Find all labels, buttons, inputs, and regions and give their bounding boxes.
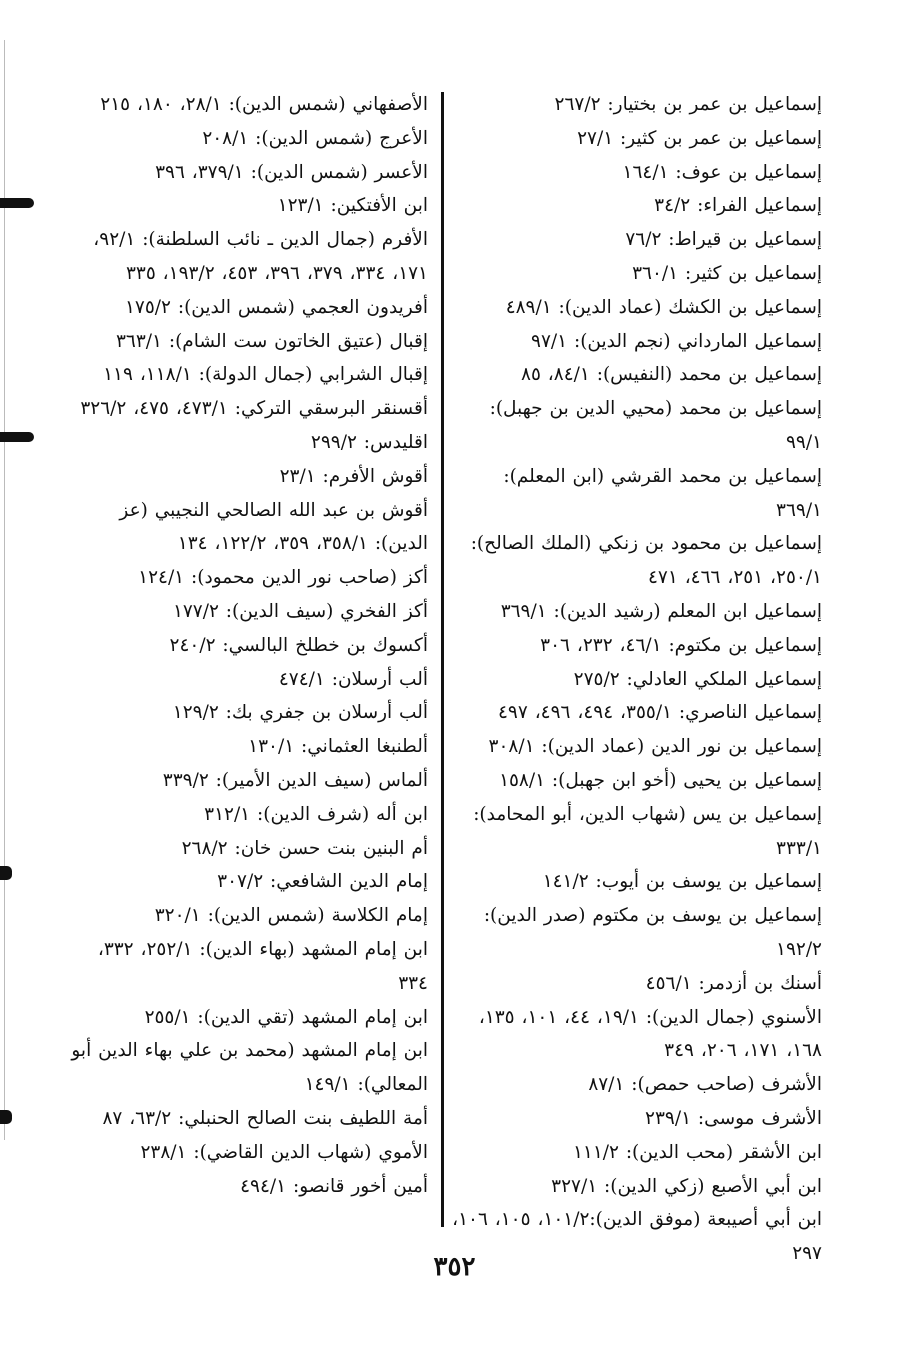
index-entry: الأموي (شهاب الدين القاضي): ٢٣٨/١	[140, 1141, 428, 1163]
index-entry: أكز الفخري (سيف الدين): ١٧٧/٢	[172, 600, 428, 622]
index-entry: ابن إمام المشهد (محمد بن علي بهاء الدين أبو المعالي): ١٤٩/١	[71, 1040, 428, 1096]
index-entry: إسماعيل الملكي العادلي: ٢٧٥/٢	[573, 668, 822, 690]
index-entry: الأسنوي (جمال الدين): ١٩/١، ٤٤، ١٠١، ١٣٥، ١٦٨، ١٧١، ٢٠٦، ٣٤٩	[478, 1006, 822, 1062]
index-entry: اقليدس: ٢٩٩/٢	[310, 431, 428, 453]
index-entry: الأعسر (شمس الدين): ٣٧٩/١، ٣٩٦	[155, 161, 428, 183]
index-entry: إقبال الشرابي (جمال الدولة): ١١٨/١، ١١٩	[103, 364, 428, 386]
index-entry: إسماعيل ابن المعلم (رشيد الدين): ٣٦٩/١	[500, 600, 822, 622]
index-entry: ابن أله (شرف الدين): ٣١٢/١	[204, 803, 428, 825]
index-entry: إسماعيل بن محمد (النفيس): ٨٤/١، ٨٥	[521, 364, 822, 386]
index-entry: إسماعيل بن كثير: ٣٦٠/١	[632, 262, 822, 284]
index-entry: إسماعيل بن يوسف بن مكتوم (صدر الدين): ١٩٢/٢	[483, 905, 822, 960]
index-entry: ألب أرسلان بن جفري بك: ١٢٩/٢	[172, 702, 428, 724]
index-entry: ابن إمام المشهد (تقي الدين): ٢٥٥/١	[144, 1006, 428, 1028]
index-entry: ابن أبي أصيبعة (موفق الدين):١٠١/٢، ١٠٥، ١٠٦، ٢٩٧	[452, 1209, 822, 1265]
index-column-right	[452, 88, 822, 1271]
index-entry: ابن الأفتكين: ١٢٣/١	[277, 195, 428, 217]
index-entry: إمام الدين الشافعي: ٣٠٧/٢	[217, 871, 428, 893]
index-entry: ألطنبغا العثماني: ١٣٠/١	[248, 736, 428, 758]
index-entry: إسماعيل بن يس (شهاب الدين، أبو المحامد): ٣٣٣/١	[473, 803, 822, 859]
index-entry: ألب أرسلان: ٤٧٤/١	[278, 668, 428, 690]
margin-mark	[0, 866, 12, 880]
column-divider	[441, 92, 444, 1227]
index-entry: ابن الأشقر (محب الدين): ١١١/٢	[572, 1141, 822, 1163]
margin-mark	[0, 198, 34, 208]
index-entry: إسماعيل المارداني (نجم الدين): ٩٧/١	[531, 330, 822, 352]
index-entry: إسماعيل بن عمر بن بختيار: ٢٦٧/٢	[554, 94, 822, 115]
index-entry: أقوش بن عبد الله الصالحي النجيبي (عز الدين): ٣٥٨/١، ٣٥٩، ١٢٢/٢، ١٣٤	[119, 499, 428, 555]
index-entry: ابن إمام المشهد (بهاء الدين): ٢٥٢/١، ٣٣٢، ٣٣٤	[97, 938, 428, 994]
index-entry: إسماعيل بن محمد القرشي (ابن المعلم): ٣٦٩/١	[503, 465, 822, 521]
index-entry: إسماعيل الناصري: ٣٥٥/١، ٤٩٤، ٤٩٦، ٤٩٧	[498, 702, 822, 724]
index-entry: إسماعيل بن عوف: ١٦٤/١	[622, 161, 822, 183]
index-entry: إسماعيل بن عمر بن كثير: ٢٧/١	[577, 127, 822, 149]
index-entry: إسماعيل بن محمود بن زنكي (الملك الصالح): ٢٥٠/١، ٢٥١، ٤٦٦، ٤٧١	[470, 533, 822, 589]
index-entry: الأشرف (صاحب حمص): ٨٧/١	[588, 1074, 822, 1096]
index-column-left	[64, 88, 428, 1203]
index-entry: الأفرم (جمال الدين ـ نائب السلطنة): ٩٢/١، ١٧١، ٣٣٤، ٣٧٩، ٣٩٦، ٤٥٣، ١٩٣/٢، ٣٣٥	[93, 229, 428, 284]
index-entry: ابن أبي الأصبع (زكي الدين): ٣٢٧/١	[551, 1175, 822, 1197]
index-entry: إسماعيل بن الكشك (عماد الدين): ٤٨٩/١	[505, 296, 822, 318]
index-entry: الأصفهاني (شمس الدين): ٢٨/١، ١٨٠، ٢١٥	[100, 94, 428, 115]
index-entry: إسماعيل الفراء: ٣٤/٢	[654, 195, 822, 217]
margin-mark	[0, 432, 34, 442]
index-entry: أكز (صاحب نور الدين محمود): ١٢٤/١	[138, 567, 428, 589]
margin-mark	[0, 1110, 12, 1124]
index-entry: إمام الكلاسة (شمس الدين): ٣٢٠/١	[154, 905, 428, 927]
index-entry: أفريدون العجمي (شمس الدين): ١٧٥/٢	[124, 296, 428, 318]
index-entry: إسماعيل بن قيراط: ٧٦/٢	[625, 229, 822, 251]
index-entry: إسماعيل بن يحيى (أخو ابن جهبل): ١٥٨/١	[499, 769, 822, 791]
index-entry: أقوش الأفرم: ٢٣/١	[279, 465, 428, 487]
index-entry: أكسوك بن خطلخ البالسي: ٢٤٠/٢	[169, 634, 428, 656]
index-entry: الأشرف موسى: ٢٣٩/١	[645, 1107, 822, 1129]
index-entry: إسماعيل بن يوسف بن أيوب: ١٤١/٢	[542, 871, 822, 893]
index-entry: أمين أخور قانصو: ٤٩٤/١	[240, 1175, 428, 1197]
index-entry: الأعرج (شمس الدين): ٢٠٨/١	[202, 127, 428, 149]
page-number: ٣٥٢	[433, 1252, 476, 1282]
index-entry: إسماعيل بن محمد (محيي الدين بن جهبل): ٩٩/١	[489, 398, 822, 453]
index-entry: أقسنقر البرسقي التركي: ٤٧٣/١، ٤٧٥، ٣٢٦/٢	[80, 398, 428, 420]
index-entry: إسماعيل بن مكتوم: ٤٦/١، ٢٣٢، ٣٠٦	[540, 634, 822, 656]
index-entry: إقبال (عتيق الخاتون ست الشام): ٣٦٣/١	[115, 330, 428, 352]
index-entry: أم البنين بنت حسن خان: ٢٦٨/٢	[181, 837, 428, 859]
index-entry: ألماس (سيف الدين الأمير): ٣٣٩/٢	[162, 769, 428, 791]
index-entry: إسماعيل بن نور الدين (عماد الدين): ٣٠٨/١	[488, 736, 822, 758]
index-entry: أسنك بن أزدمر: ٤٥٦/١	[645, 972, 822, 994]
index-entry: أمة اللطيف بنت الصالح الحنبلي: ٦٣/٢، ٨٧	[102, 1107, 428, 1129]
